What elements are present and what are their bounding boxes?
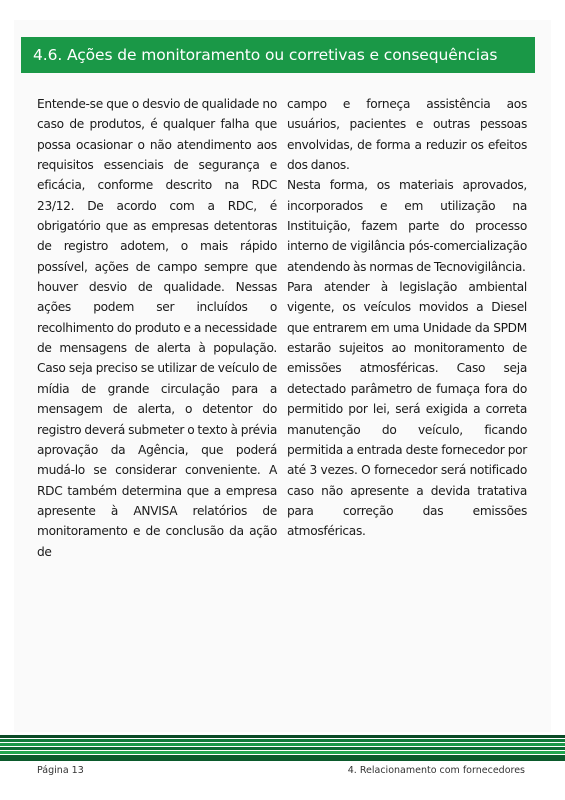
paragraph-legislacao-ambiental: Para atender à legislação ambiental vigente, os veículos movidos a Diesel que entrarem em uma Unidade da SPDM estarão sujeitos ao monitoramento de emissões atmosféricas. Caso seja detectado parâmetro de fumaça fora do permitido por lei, será exigida a correta manutenção do veículo, ficando permitida a entrada deste fornecedor por até 3 vezes. O fornecedor será notificado caso não apresente a devida tratativa para correção das emissões atmosféricas. [287, 280, 527, 539]
page-number: Página 13 [37, 765, 84, 776]
chapter-title: 4. Relacionamento com fornecedores [347, 765, 525, 776]
right-column [287, 94, 527, 542]
paragraph-materiais-aprovados: Nesta forma, os materiais aprovados, incorporados e em utilização na Instituição, fazem parte do processo interno de vigilância pós-comercialização atendendo às normas de Tecnovigilância. [287, 178, 527, 274]
paragraph-continuation: campo e forneça assistência aos usuários, pacientes e outras pessoas envolvidas, de forma a reduzir os efeitos dos danos. [287, 97, 527, 173]
footer-decorative-stripes [0, 735, 565, 761]
section-heading: 4.6. Ações de monitoramento ou corretivas e consequências [21, 37, 535, 73]
paragraph-desvio-qualidade: Entende-se que o desvio de qualidade no caso de produtos, é qualquer falha que possa ocasionar o não atendimento aos requisitos essenciais de segurança e eficácia, conforme descrito na RDC 23/12. De acordo com a RDC, é obrigatório que as empresas detentoras de registro adotem, o mais rápido possível, ações de campo sempre que houver desvio de qualidade. Nessas ações podem ser incluídos o recolhimento do produto e a necessidade de mensagens de alerta à população. Caso seja preciso se utilizar de veículo de mídia de grande circulação para a mensagem de alerta, o detentor do registro deverá submeter o texto à prévia aprovação da Agência, que poderá mudá-lo se considerar conveniente. A RDC também determina que a empresa apresente à ANVISA relatórios de monitoramento e de conclusão da ação de [37, 97, 278, 559]
left-column [37, 94, 277, 562]
